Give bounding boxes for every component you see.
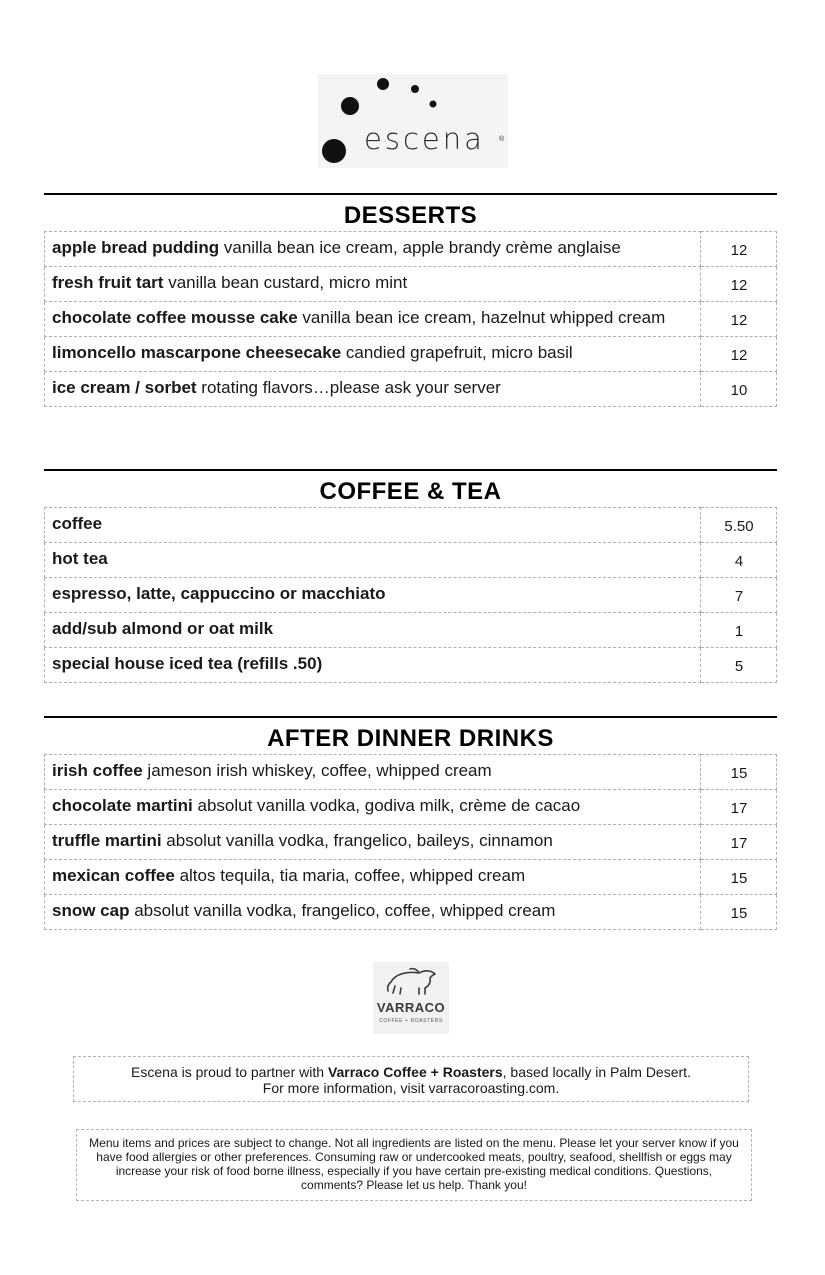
item-cell [45,895,701,930]
menu-row [45,755,777,790]
bull-icon [373,962,449,1002]
section-divider [44,469,777,471]
menu-row [45,613,777,648]
menu-row [45,508,777,543]
item-cell [45,790,701,825]
section-divider [44,193,777,195]
item-desc: vanilla bean ice cream, apple brandy crème anglaise [219,238,621,257]
menu-row [45,232,777,267]
menu-row [45,372,777,407]
item-cell [45,232,701,267]
item-price: 17 [701,825,777,860]
menu-row [45,543,777,578]
item-price: 1 [701,613,777,648]
item-name: coffee [52,514,103,533]
after-dinner-table [44,754,777,930]
varraco-logo [373,962,449,1034]
item-desc: absolut vanilla vodka, godiva milk, crème de cacao [192,796,581,815]
item-name: irish coffee [52,761,143,780]
item-price: 12 [701,267,777,302]
escena-logo [318,74,508,168]
logo-wordmark: escena [364,122,485,156]
menu-row [45,267,777,302]
varraco-wordmark: VARRACO [376,1000,446,1015]
partner-text-after: , based locally in Palm Desert. [502,1064,691,1080]
partner-note [73,1056,749,1102]
item-cell [45,578,701,613]
item-desc: jameson irish whiskey, coffee, whipped cream [142,761,492,780]
item-name: add/sub almond or oat milk [52,619,274,638]
item-name: chocolate martini [52,796,193,815]
item-cell [45,267,701,302]
item-desc: absolut vanilla vodka, frangelico, baileys, cinnamon [161,831,553,850]
section-desserts [44,193,777,407]
partner-brand: Varraco Coffee + Roasters [327,1064,503,1080]
item-desc: altos tequila, tia maria, coffee, whipped cream [174,866,526,885]
item-cell [45,613,701,648]
menu-row [45,860,777,895]
item-price: 4 [701,543,777,578]
item-cell [45,648,701,683]
item-desc: vanilla bean ice cream, hazelnut whipped cream [297,308,666,327]
item-price: 5.50 [701,508,777,543]
item-price: 15 [701,860,777,895]
item-cell [45,755,701,790]
item-desc: absolut vanilla vodka, frangelico, coffee, whipped cream [129,901,556,920]
coffee-tea-table [44,507,777,683]
item-name: hot tea [52,549,108,568]
item-cell [45,372,701,407]
item-price: 15 [701,895,777,930]
menu-row [45,825,777,860]
item-price: 15 [701,755,777,790]
varraco-tagline: COFFEE + ROASTERS [379,1018,443,1024]
item-desc: rotating flavors…please ask your server [196,378,501,397]
item-desc: vanilla bean custard, micro mint [163,273,408,292]
item-cell [45,860,701,895]
item-price: 12 [701,337,777,372]
item-price: 7 [701,578,777,613]
item-name: espresso, latte, cappuccino or macchiato [52,584,386,603]
item-name: snow cap [52,901,130,920]
item-price: 10 [701,372,777,407]
item-desc: candied grapefruit, micro basil [341,343,573,362]
section-title: DESSERTS [343,202,478,229]
allergy-notice: Menu items and prices are subject to change. Not all ingredients are listed on the menu. Please let your server know if you have food allergies or other preferences. Consuming raw or undercooked meats, poultry, seafood, shellfish or eggs may increase your risk of food borne illness, especially if you have certain pre-existing medical conditions. Questions, comments? Please let us help. Thank you! [76,1129,752,1201]
menu-row [45,648,777,683]
item-name: truffle martini [52,831,162,850]
menu-row [45,337,777,372]
item-name: apple bread pudding [52,238,220,257]
section-after-dinner-drinks [44,716,777,930]
item-price: 17 [701,790,777,825]
item-cell [45,825,701,860]
menu-row [45,895,777,930]
menu-row [45,302,777,337]
partner-text-before: Escena is proud to partner with [131,1064,328,1080]
section-title: COFFEE & TEA [319,478,502,505]
item-price: 5 [701,648,777,683]
item-name: fresh fruit tart [52,273,164,292]
menu-row [45,578,777,613]
item-cell [45,543,701,578]
item-cell [45,337,701,372]
item-name: special house iced tea (refills .50) [52,654,323,673]
item-name: mexican coffee [52,866,175,885]
item-name: limoncello mascarpone cheesecake [52,343,342,362]
desserts-table [44,231,777,407]
section-divider [44,716,777,718]
item-price: 12 [701,302,777,337]
item-cell [45,302,701,337]
registered-mark: ® [499,136,505,143]
section-title: AFTER DINNER DRINKS [267,725,554,752]
item-name: chocolate coffee mousse cake [52,308,298,327]
partner-text-line2: For more information, visit varracoroasting.com. [262,1080,560,1096]
item-cell [45,508,701,543]
item-name: ice cream / sorbet [52,378,197,397]
menu-row [45,790,777,825]
section-coffee-tea [44,469,777,683]
item-price: 12 [701,232,777,267]
